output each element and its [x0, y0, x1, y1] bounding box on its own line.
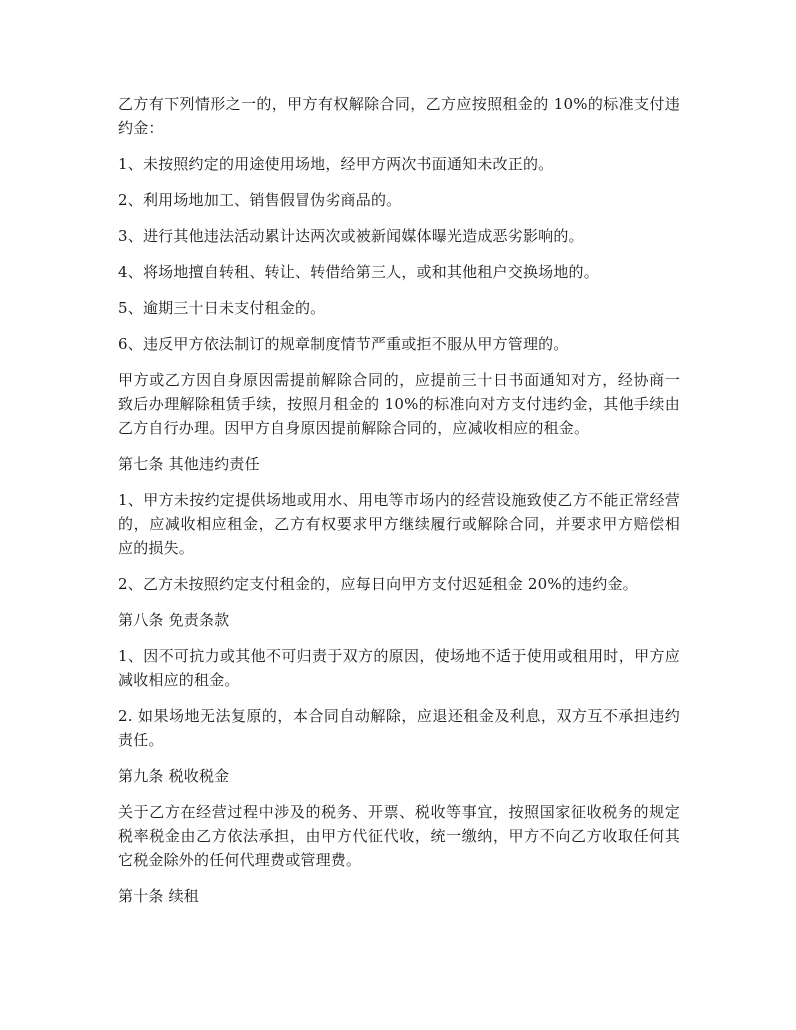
list-item-article-8-1: 1、因不可抗力或其他不可归责于双方的原因，使场地不适于使用或租用时，甲方应减收相应的租金。: [118, 647, 680, 689]
section-heading-article-10: 第十条 续租: [118, 887, 199, 905]
list-item-6: 6、违反甲方依法制订的规章制度情节严重或拒不服从甲方管理的。: [118, 335, 569, 353]
section-heading-article-8: 第八条 免责条款: [118, 611, 230, 629]
paragraph-early-termination: 甲方或乙方因自身原因需提前解除合同的，应提前三十日书面通知对方，经协商一致后办理解除租赁手续，按照月租金的 10%的标准向对方支付违约金，其他手续由乙方自行办理。因甲方自身原因提前解除合同的，应减收相应的租金。: [118, 371, 680, 437]
section-heading-article-7: 第七条 其他违约责任: [118, 455, 260, 473]
list-item-1: 1、未按照约定的用途使用场地，经甲方两次书面通知未改正的。: [118, 155, 554, 173]
list-item-3: 3、进行其他违法活动累计达两次或被新闻媒体曝光造成恶劣影响的。: [118, 227, 584, 245]
list-item-article-8-2: 2. 如果场地无法复原的，本合同自动解除，应退还租金及利息，双方互不承担违约责任。: [118, 707, 680, 749]
paragraph-article-9-body: 关于乙方在经营过程中涉及的税务、开票、税收等事宜，按照国家征收税务的规定税率税金由乙方依法承担，由甲方代征代收，统一缴纳，甲方不向乙方收取任何其它税金除外的任何代理费或管理费。: [118, 803, 680, 869]
paragraph-termination-conditions: 乙方有下列情形之一的，甲方有权解除合同，乙方应按照租金的 10%的标准支付违约金：: [118, 95, 680, 137]
section-heading-article-9: 第九条 税收税金: [118, 767, 230, 785]
list-item-5: 5、逾期三十日未支付租金的。: [118, 299, 326, 317]
document-page: [118, 92, 680, 920]
list-item-2: 2、利用场地加工、销售假冒伪劣商品的。: [118, 191, 402, 209]
list-item-4: 4、将场地擅自转租、转让、转借给第三人，或和其他租户交换场地的。: [118, 263, 599, 281]
list-item-article-7-1: 1、甲方未按约定提供场地或用水、用电等市场内的经营设施致使乙方不能正常经营的，应减收相应租金，乙方有权要求甲方继续履行或解除合同，并要求甲方赔偿相应的损失。: [118, 491, 680, 557]
list-item-article-7-2: 2、乙方未按照约定支付租金的，应每日向甲方支付迟延租金 20%的违约金。: [118, 575, 638, 593]
